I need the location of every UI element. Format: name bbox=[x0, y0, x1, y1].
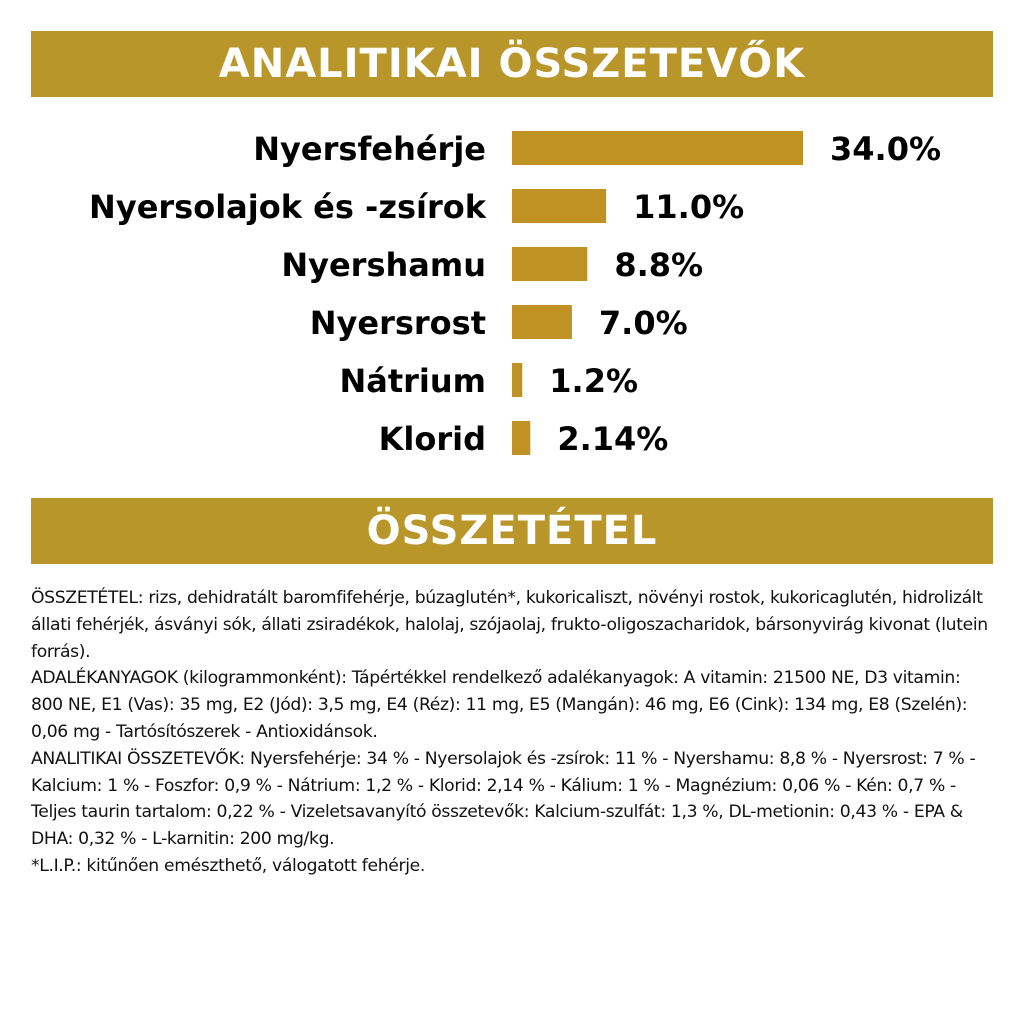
value-label: 34.0% bbox=[830, 130, 942, 168]
composition-paragraph-footnote: *L.I.P.: kitűnően emészthető, válogatott fehérje. bbox=[31, 855, 425, 876]
value-label: 1.2% bbox=[549, 362, 639, 400]
category-label: Nátrium bbox=[339, 362, 486, 400]
composition-header-title: ÖSSZETÉTEL bbox=[366, 508, 658, 554]
value-bar bbox=[512, 189, 606, 223]
value-label: 7.0% bbox=[598, 304, 688, 342]
composition-text-block bbox=[31, 585, 996, 880]
value-bar bbox=[512, 305, 572, 339]
composition-header-banner bbox=[31, 498, 993, 564]
value-label: 11.0% bbox=[633, 188, 745, 226]
value-label: 2.14% bbox=[557, 420, 669, 458]
value-bar bbox=[512, 131, 803, 165]
value-bar bbox=[512, 247, 587, 281]
composition-paragraph-analytics: ANALITIKAI ÖSSZETEVŐK: Nyersfehérje: 34 % - Nyersolajok és -zsírok: 11 % - Nyershamu: 8,8 % - Nyersrost: 7 % - Kalcium: 1 % - Foszfor: 0,9 % - Nátrium: 1,2 % - Klorid: 2,14 % - Kálium: 1 % - Magnézium: 0,06 % - Kén: 0,7 % - Teljes taurin tartalom: 0,22 % - Vizeletsavanyító összetevők: Kalcium-szulfát: 1,3 %, DL-metionin: 0,43 % - EPA & DHA: 0,32 % - L-karnitin: 200 mg/kg. bbox=[31, 748, 976, 850]
value-bar bbox=[512, 363, 522, 397]
category-label: Nyersrost bbox=[309, 304, 486, 342]
value-bar bbox=[512, 421, 530, 455]
category-label: Nyersolajok és -zsírok bbox=[89, 188, 486, 226]
nutrient-bar-chart bbox=[0, 110, 1024, 480]
category-label: Klorid bbox=[378, 420, 486, 458]
analytic-header-title: ANALITIKAI ÖSSZETEVŐK bbox=[218, 41, 806, 87]
composition-paragraph-ingredients: ÖSSZETÉTEL: rizs, dehidratált baromfifehérje, búzaglutén*, kukoricaliszt, növényi rostok, kukoricaglutén, hidrolizált állati fehérjék, ásványi sók, állati zsiradékok, halolaj, szójaolaj, frukto-oligoszacharidok, bársonyvirág kivonat (lutein forrás). bbox=[31, 588, 988, 662]
analytic-header-banner bbox=[31, 31, 993, 97]
value-label: 8.8% bbox=[614, 246, 704, 284]
category-label: Nyershamu bbox=[281, 246, 486, 284]
category-label: Nyersfehérje bbox=[253, 130, 486, 168]
composition-paragraph-additives: ADALÉKANYAGOK (kilogrammonként): Tápértékkel rendelkező adalékanyagok: A vitamin: 21500 NE, D3 vitamin: 800 NE, E1 (Vas): 35 mg, E2 (Jód): 3,5 mg, E4 (Réz): 11 mg, E5 (Mangán): 46 mg, E6 (Cink): 134 mg, E8 (Szelén): 0,06 mg - Tartósítószerek - Antioxidánsok. bbox=[31, 668, 968, 742]
